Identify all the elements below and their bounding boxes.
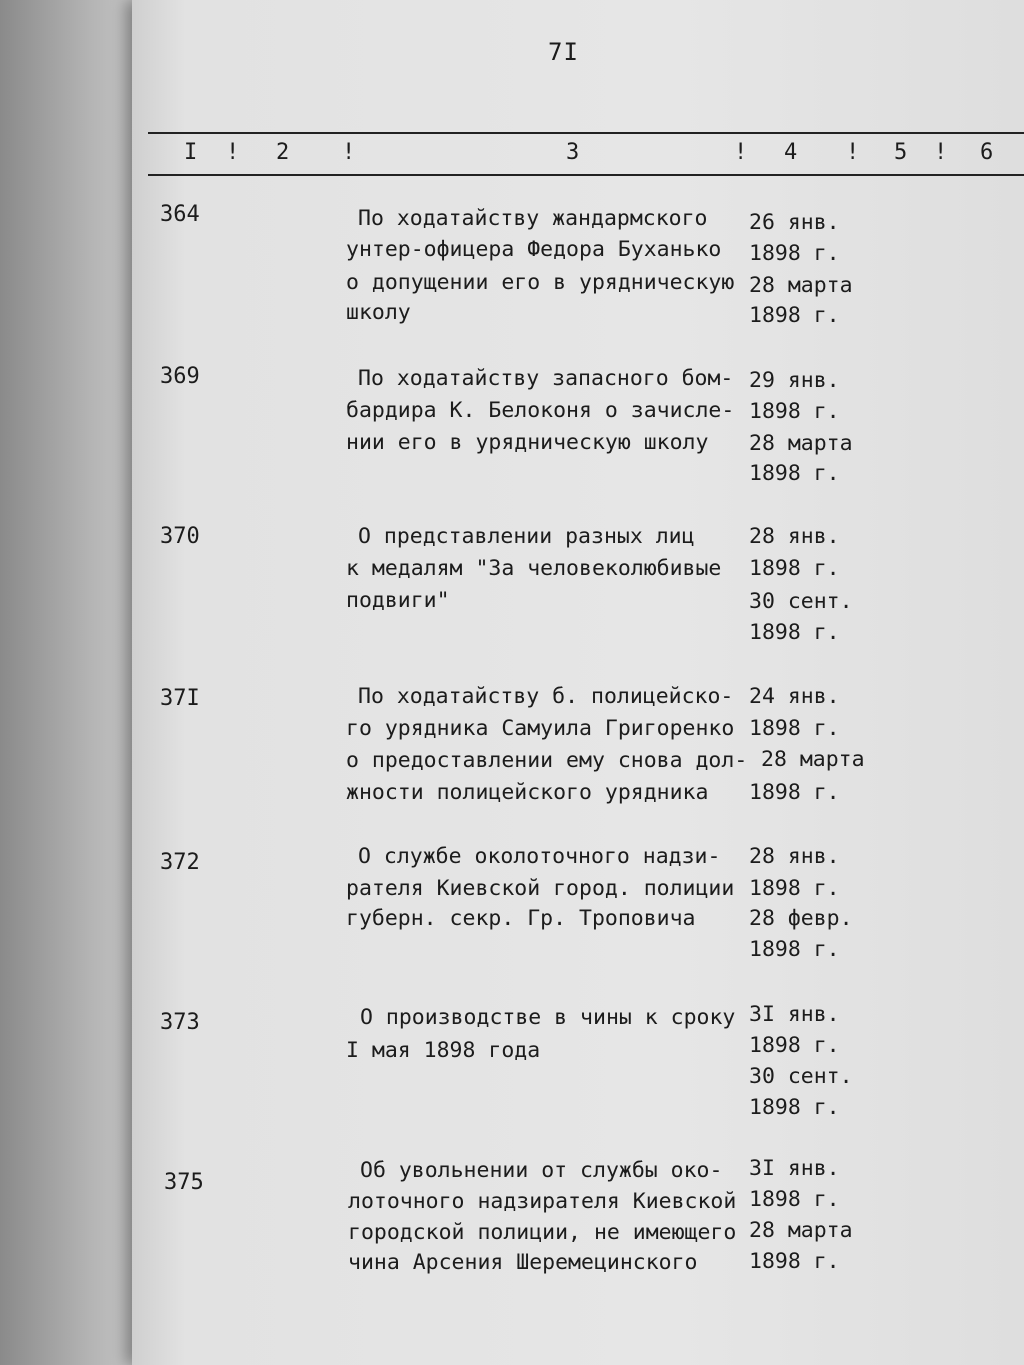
entry-date-line: 1898 г. <box>749 556 840 581</box>
entry-description-line: О службе околоточного надзи- <box>358 844 721 869</box>
entry-date-line: 1898 г. <box>749 241 840 266</box>
entry-date-line: 1898 г. <box>749 399 840 424</box>
entry-date-line: 28 февр. <box>749 906 853 931</box>
entry-description-line: чина Арсения Шеремецинского <box>348 1250 698 1275</box>
entry-date-line: 30 сент. <box>749 589 853 614</box>
entry-description-line: подвиги" <box>346 588 450 613</box>
entry-date-line: 28 марта <box>749 431 853 456</box>
entry-description-line: О представлении разных лиц <box>358 524 695 549</box>
column-separator: ! <box>734 140 748 165</box>
entry-date-line: 1898 г. <box>749 1095 840 1120</box>
entry-number: 37I <box>160 686 200 711</box>
entry-description-line: жности полицейского урядника <box>346 780 709 805</box>
entry-date-line: 28 марта <box>749 1218 853 1243</box>
table-header-bottom-rule <box>148 174 1024 176</box>
entry-description-line: о предоставлении ему снова дол- <box>346 748 748 773</box>
entry-date-line: 3I янв. <box>749 1156 840 1181</box>
entry-description-line: городской полиции, не имеющего <box>348 1220 737 1245</box>
entry-number: 375 <box>164 1170 204 1195</box>
entry-date-line: 1898 г. <box>749 461 840 486</box>
entry-description-line: школу <box>346 300 411 325</box>
entry-number: 364 <box>160 202 200 227</box>
entry-date-line: 1898 г. <box>749 1033 840 1058</box>
entry-description-line: унтер-офицера Федора Буханько <box>346 237 722 262</box>
entry-description-line: О производстве в чины к сроку <box>360 1005 736 1030</box>
column-header: 4 <box>784 140 798 165</box>
entry-description-line: По ходатайству жандармского <box>358 206 708 231</box>
entry-description-line: лоточного надзирателя Киевской <box>348 1189 737 1214</box>
column-header: 6 <box>980 140 994 165</box>
entry-date-line: 28 марта <box>749 273 853 298</box>
entry-date-line: 1898 г. <box>749 780 840 805</box>
facing-page-edge <box>0 0 150 1365</box>
entry-date-line: 1898 г. <box>749 1249 840 1274</box>
entry-number: 373 <box>160 1010 200 1035</box>
entry-description-line: I мая 1898 года <box>346 1038 541 1063</box>
entry-date-line: 1898 г. <box>749 876 840 901</box>
entry-description-line: По ходатайству запасного бом- <box>358 366 734 391</box>
column-separator: ! <box>342 140 356 165</box>
column-separator: ! <box>226 140 240 165</box>
entry-date-line: 28 янв. <box>749 844 840 869</box>
column-header: 3 <box>566 140 580 165</box>
entry-number: 370 <box>160 524 200 549</box>
column-header: 2 <box>276 140 290 165</box>
entry-date-line: 30 сент. <box>749 1064 853 1089</box>
entry-number: 369 <box>160 364 200 389</box>
entry-date-line: 24 янв. <box>749 684 840 709</box>
column-separator: ! <box>846 140 860 165</box>
entry-description-line: Об увольнении от службы око- <box>360 1158 723 1183</box>
entry-description-line: бардира К. Белоконя о зачисле- <box>346 398 735 423</box>
column-separator: ! <box>934 140 948 165</box>
entry-date-line: 1898 г. <box>749 1187 840 1212</box>
entry-date-line: 1898 г. <box>749 620 840 645</box>
entry-description-line: о допущении его в урядническую <box>346 270 735 295</box>
entry-date-line: 1898 г. <box>749 937 840 962</box>
entry-description-line: По ходатайству б. полицейско- <box>358 684 734 709</box>
column-header: 5 <box>894 140 908 165</box>
column-header: I <box>184 140 198 165</box>
entry-date-line: 29 янв. <box>749 368 840 393</box>
entry-date-line: 28 янв. <box>749 524 840 549</box>
page-number: 7I <box>548 38 579 66</box>
entry-date-line: 28 марта <box>761 747 865 772</box>
entry-description-line: го урядника Самуила Григоренко <box>346 716 735 741</box>
entry-description-line: нии его в урядническую школу <box>346 430 709 455</box>
entry-description-line: рателя Киевской город. полиции <box>346 876 735 901</box>
entry-date-line: 1898 г. <box>749 303 840 328</box>
entry-date-line: 3I янв. <box>749 1002 840 1027</box>
entry-number: 372 <box>160 850 200 875</box>
table-header-top-rule <box>148 132 1024 134</box>
entry-description-line: губерн. секр. Гр. Троповича <box>346 906 696 931</box>
entry-date-line: 1898 г. <box>749 716 840 741</box>
entry-description-line: к медалям "За человеколюбивые <box>346 556 722 581</box>
entry-date-line: 26 янв. <box>749 210 840 235</box>
